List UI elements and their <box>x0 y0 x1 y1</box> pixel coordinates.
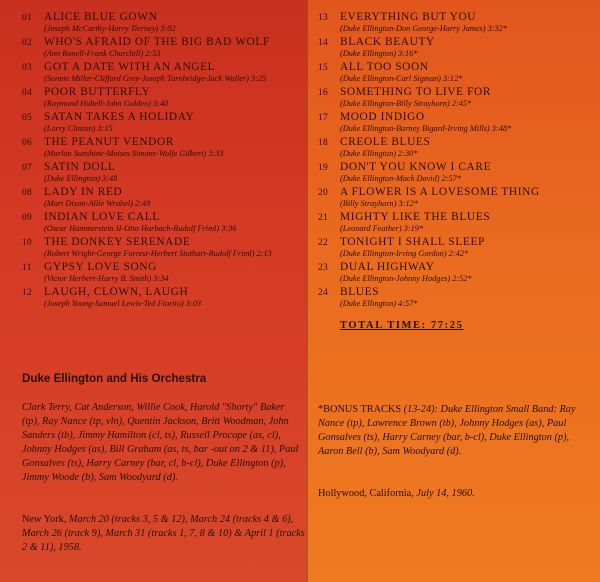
track-item <box>22 136 294 159</box>
track-row <box>22 136 294 149</box>
track-title: EVERYTHING BUT YOU <box>340 11 477 23</box>
track-title: INDIAN LOVE CALL <box>44 211 160 223</box>
track-row <box>22 236 294 249</box>
track-item <box>318 36 588 59</box>
track-item <box>22 86 294 109</box>
track-title: GYPSY LOVE SONG <box>44 261 158 273</box>
track-credit: (Victor Herbert-Harry B. Smith) 3:34 <box>44 274 169 283</box>
track-item <box>22 11 294 34</box>
track-number: 11 <box>22 263 32 273</box>
track-number: 19 <box>318 163 329 173</box>
track-row <box>318 11 588 24</box>
track-number: 08 <box>22 188 33 198</box>
orchestra-recording-info <box>22 513 306 555</box>
track-row <box>22 111 294 124</box>
track-credit: (Duke Ellington) 3:16* <box>340 49 418 58</box>
track-credit: (Robert Wright-George Forrest-Herbert Stothart-Rudolf Friml) 2:13 <box>44 249 272 258</box>
track-row <box>318 186 588 199</box>
track-credit: (Duke Ellington) 4:57* <box>340 299 418 308</box>
track-item <box>22 111 294 134</box>
track-row <box>318 136 588 149</box>
track-number: 05 <box>22 113 33 123</box>
track-item <box>22 61 294 84</box>
track-item <box>318 236 588 259</box>
track-credit: (Ann Ronell-Frank Churchill) 2:53 <box>44 49 161 58</box>
track-item <box>318 136 588 159</box>
track-credit: (Duke Ellington-Carl Sigman) 3:12* <box>340 74 463 83</box>
tracklist-right <box>318 11 588 331</box>
orchestra-personnel: Clark Terry, Cat Anderson, Willie Cook, Harold "Shorty" Baker (tp), Ray Nance (tp, vln), Quentin Jackson, Britt Woodman, John Sanders (tb), Jimmy Hamilton (cl, ts), Russell Procope (as, cl), Johnny Hodges (as), Bill Graham (as, ts, bar -out on 2 & 11), Paul Gonsalves (ts), Harry Carney (bar, cl, b-cl), Duke Ellington (p), Jimmy Woode (b), Sam Woodyard (d). <box>22 402 299 483</box>
track-title: THE PEANUT VENDOR <box>44 136 175 148</box>
track-item <box>318 211 588 234</box>
track-number: 03 <box>22 63 33 73</box>
track-number: 02 <box>22 38 33 48</box>
bonus-date: July 14, 1960. <box>416 488 475 499</box>
track-row <box>318 211 588 224</box>
track-title: MIGHTY LIKE THE BLUES <box>340 211 491 223</box>
track-credit: (Mort Dixon-Allie Wrubel) 2:49 <box>44 199 151 208</box>
track-number: 16 <box>318 88 329 98</box>
track-row <box>22 61 294 74</box>
bonus-heading: *BONUS TRACKS <box>318 404 402 415</box>
track-item <box>22 161 294 184</box>
track-item <box>318 261 588 284</box>
track-item <box>318 111 588 134</box>
track-number: 15 <box>318 63 329 73</box>
track-item <box>318 86 588 109</box>
track-title: SATAN TAKES A HOLIDAY <box>44 111 195 123</box>
bonus-recording-info <box>318 487 590 501</box>
track-title: WHO'S AFRAID OF THE BIG BAD WOLF <box>44 36 270 48</box>
bonus-range: (13-24): <box>403 404 438 415</box>
track-item <box>22 261 294 284</box>
track-item <box>22 286 294 309</box>
track-title: BLACK BEAUTY <box>340 36 435 48</box>
track-number: 23 <box>318 263 329 273</box>
bonus-personnel: Duke Ellington Small Band: Ray Nance (tp), Lawrence Brown (tb), Johnny Hodges (as), Paul Gonsalves (ts), Harry Carney (bar, b-cl), Duke Ellington (p), Aaron Bell (b), Sam Woodyard (d). <box>318 404 576 457</box>
track-credit: (Sonnie Miller-Clifford Grey-Joseph Turnbridge-Jack Waller) 3:25 <box>44 74 267 83</box>
track-credit: (Duke Ellington-Johnny Hodges) 2:52* <box>340 274 472 283</box>
track-title: SATIN DOLL <box>44 161 116 173</box>
track-number: 07 <box>22 163 33 173</box>
track-credit: (Duke Ellington-Billy Strayhorn) 2:45* <box>340 99 472 108</box>
track-title: LADY IN RED <box>44 186 123 198</box>
track-row <box>22 161 294 174</box>
track-title: TONIGHT I SHALL SLEEP <box>340 236 485 248</box>
track-title: LAUGH, CLOWN, LAUGH <box>44 286 189 298</box>
track-credit: (Larry Clinton) 3:15 <box>44 124 113 133</box>
bonus-place: Hollywood, California, <box>318 488 414 499</box>
bonus-tracks-note <box>318 403 590 459</box>
track-row <box>318 261 588 274</box>
tracklist-left <box>22 11 294 311</box>
track-number: 04 <box>22 88 33 98</box>
track-title: GOT A DATE WITH AN ANGEL <box>44 61 216 73</box>
track-item <box>318 11 588 34</box>
track-credit: (Marlon Sunshine-Moises Simons-Wolfe Gilbert) 3:33 <box>44 149 224 158</box>
track-number: 09 <box>22 213 33 223</box>
track-credit: (Leonard Feather) 3:19* <box>340 224 424 233</box>
orchestra-place: New York, <box>22 514 67 525</box>
track-number: 13 <box>318 13 329 23</box>
track-row <box>318 111 588 124</box>
track-item <box>318 286 588 309</box>
track-title: ALL TOO SOON <box>340 61 429 73</box>
orchestra-dates: March 20 (tracks 3, 5 & 12), March 24 (tracks 4 & 6), March 26 (track 9), March 31 (tracks 1, 7, 8 & 10) & April 1 (tracks 2 & 11), 1958. <box>22 514 305 553</box>
track-credit: (Duke Ellington-Irving Gordon) 2:42* <box>340 249 469 258</box>
track-credit: (Duke Ellington-Don George-Harry James) 3:32* <box>340 24 507 33</box>
track-item <box>22 186 294 209</box>
track-item <box>318 161 588 184</box>
track-credit: (Joseph McCarthy-Harry Tierney) 3:02 <box>44 24 176 33</box>
track-credit: (Duke Ellington-Mack David) 2:57* <box>340 174 461 183</box>
track-number: 18 <box>318 138 329 148</box>
track-row <box>22 36 294 49</box>
track-item <box>318 186 588 209</box>
track-title: DUAL HIGHWAY <box>340 261 435 273</box>
track-row <box>318 86 588 99</box>
track-row <box>22 261 294 274</box>
track-row <box>318 61 588 74</box>
track-credit: (Joseph Young-Samuel Lewis-Ted Fiorito) 3:03 <box>44 299 202 308</box>
panel-divider <box>306 0 308 582</box>
track-number: 12 <box>22 288 33 298</box>
total-time: TOTAL TIME: 77:25 <box>340 320 464 331</box>
track-row <box>318 36 588 49</box>
track-title: THE DONKEY SERENADE <box>44 236 191 248</box>
track-credit: (Billy Strayhorn) 3:12* <box>340 199 418 208</box>
track-item <box>22 211 294 234</box>
track-number: 21 <box>318 213 329 223</box>
track-row <box>22 211 294 224</box>
track-credit: (Duke Ellington) 3:48 <box>44 174 118 183</box>
orchestra-heading: Duke Ellington and His Orchestra <box>22 372 207 385</box>
track-title: POOR BUTTERFLY <box>44 86 151 98</box>
track-number: 20 <box>318 188 329 198</box>
track-row <box>22 86 294 99</box>
track-row <box>22 286 294 299</box>
track-title: A FLOWER IS A LOVESOME THING <box>340 186 540 198</box>
track-title: ALICE BLUE GOWN <box>44 11 158 23</box>
track-item <box>22 236 294 259</box>
track-row <box>318 286 588 299</box>
track-item <box>22 36 294 59</box>
tracklist-right-items <box>318 11 588 309</box>
track-number: 24 <box>318 288 329 298</box>
track-row <box>318 161 588 174</box>
track-row <box>22 11 294 24</box>
track-number: 22 <box>318 238 329 248</box>
track-row <box>22 186 294 199</box>
track-item <box>318 61 588 84</box>
track-credit: (Duke Ellington-Barney Bigard-Irving Mills) 3:48* <box>340 124 512 133</box>
track-title: DON'T YOU KNOW I CARE <box>340 161 492 173</box>
track-number: 01 <box>22 13 33 23</box>
track-number: 10 <box>22 238 33 248</box>
track-number: 14 <box>318 38 329 48</box>
track-number: 17 <box>318 113 329 123</box>
track-title: SOMETHING TO LIVE FOR <box>340 86 492 98</box>
track-title: MOOD INDIGO <box>340 111 425 123</box>
track-credit: (Duke Ellington) 2:30* <box>340 149 418 158</box>
track-number: 06 <box>22 138 33 148</box>
track-title: BLUES <box>340 286 380 298</box>
track-row <box>318 236 588 249</box>
track-credit: (Oscar Hammerstein II-Otto Harbach-Rudolf Friml) 3:36 <box>44 224 237 233</box>
track-credit: (Raymond Hubell-John Golden) 3:40 <box>44 99 169 108</box>
track-title: CREOLE BLUES <box>340 136 431 148</box>
